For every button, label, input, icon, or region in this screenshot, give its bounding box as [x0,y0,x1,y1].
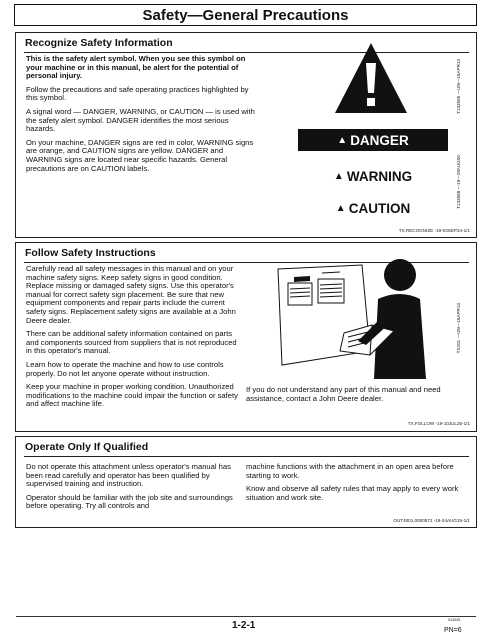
paragraph: A signal word — DANGER, WARNING, or CAUTION — is used with the safety alert symbol. DANGER identifies the most serious hazards. [26,106,255,134]
paragraph: machine functions with the attachment in an open area before starting to work. [246,462,454,480]
footer-rule [16,616,476,617]
pn-label: PN=6 [444,627,462,634]
section-qualified [15,436,477,528]
danger-sign [298,129,448,151]
assistance-paragraph: If you do not understand any part of this manual and need assistance, contact a John Deere dealer. [246,385,441,403]
person-reading-manual-illustration [274,255,450,381]
section-title: Recognize Safety Information [25,37,173,49]
warning-sign [298,165,448,187]
paragraph: Carefully read all safety messages in this manual and on your machine safety signs. Keep safety signs in good condition. Replace missing or damaged safety signs. Use this operator's manual for correct safety sign placement. Be sure that new equipment components and repair parts include the current safety signs. Replacement safety signs are available at a John Deere dealer. [26,264,236,325]
section-recognize [15,32,477,238]
title-rule [24,456,469,457]
reference-code: OUT4001,0000571 -19-24AUG15-1/1 [393,518,470,523]
reference-code: TX,RECOGNIZE -19-03SEP24-1/1 [398,228,470,233]
danger-label: DANGER [350,132,409,148]
warning-label: WARNING [346,168,413,184]
page-title: Safety—General Precautions [14,4,477,26]
caution-label: CAUTION [348,200,411,216]
paragraph: Know and observe all safety rules that may apply to every work situation and work site. [246,484,459,502]
figure-id: TS201 —UN—15APR13 [456,303,461,354]
paragraph: There can be additional safety information contained on parts and components sourced from suppliers that is not reproduced in this operator's manual. [26,329,237,356]
footer-date: 011025 [448,618,461,622]
paragraph: Keep your machine in proper working condition. Unauthorized modifications to the machine could impair the function or safety and affect machine life. [26,382,238,409]
section-title: Operate Only If Qualified [25,441,149,453]
qualified-left-text [26,463,240,511]
reference-code: TX,FOLLOW -19-10JUL25-1/1 [407,421,470,426]
section-title: Follow Safety Instructions [25,247,156,259]
alert-triangle-icon: ▲ [333,170,344,182]
section-follow [15,242,477,432]
paragraph: Do not operate this attachment unless operator's manual has been read carefully and operator has been qualified by supervised training and instruction. [26,462,231,489]
recognize-text [26,55,256,173]
alert-triangle-icon: ▲ [337,134,348,146]
paragraph: Follow the precautions and safe operating practices highlighted by this symbol. [26,84,249,103]
qualified-right-text [246,463,470,502]
safety-alert-triangle-icon [333,41,409,117]
figure-id: T133555 —UN—15APR13 [456,59,461,114]
alert-paragraph: This is the safety alert symbol. When you see this symbol on your machine or in this manual, be alert for the potential of personal injury. [26,54,246,81]
paragraph: On your machine, DANGER signs are red in color, WARNING signs are orange, and CAUTION signs are yellow. DANGER and WARNING signs are located near specific hazards. General precautions are on CAUTION labels. [26,137,254,173]
alert-triangle-icon: ▲ [335,202,346,214]
paragraph: Learn how to operate the machine and how to use controls properly. Do not let anyone operate without instruction. [26,359,224,378]
paragraph: Operator should be familiar with the job site and surroundings before operating. Try all controls and [26,492,233,511]
page-number: 1-2-1 [232,620,256,631]
follow-text [26,265,244,409]
figure-id: T133588 —19—28AUG00 [456,155,461,209]
caution-sign [298,197,448,219]
